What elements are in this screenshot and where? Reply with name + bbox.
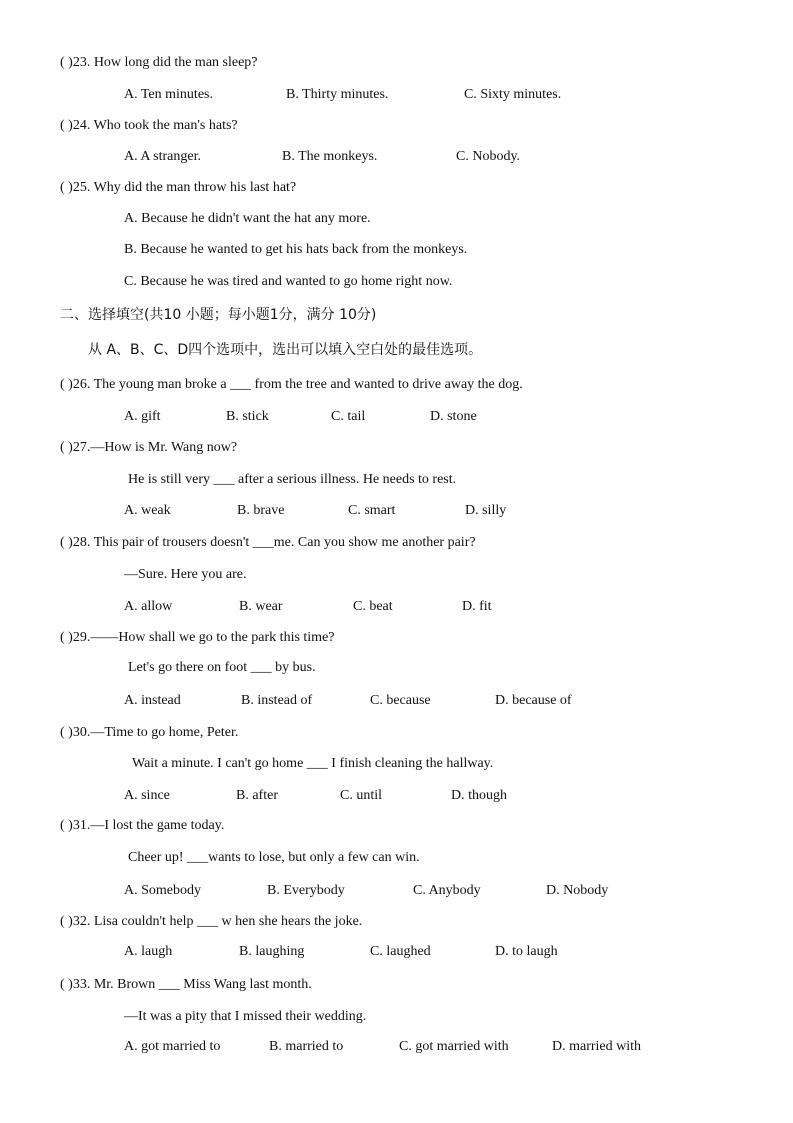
question-33-line2: —It was a pity that I missed their wedding. bbox=[124, 1009, 367, 1024]
option-b: B. The monkeys. bbox=[282, 149, 378, 164]
option-a: A. instead bbox=[124, 693, 181, 708]
option-a: A. allow bbox=[124, 599, 173, 614]
option-b: B. laughing bbox=[239, 944, 305, 959]
option-d: D. silly bbox=[465, 503, 507, 518]
option-b: B. after bbox=[236, 788, 278, 803]
option-d: D. to laugh bbox=[495, 944, 558, 959]
option-d: D. stone bbox=[430, 409, 477, 424]
option-c: C. Because he was tired and wanted to go home right now. bbox=[124, 274, 453, 289]
option-c: C. laughed bbox=[370, 944, 431, 959]
option-a: A. A stranger. bbox=[124, 149, 201, 164]
option-c: C. until bbox=[340, 788, 383, 803]
question-33: ( )33. Mr. Brown ___ Miss Wang last month. bbox=[60, 977, 312, 992]
question-27: ( )27.—How is Mr. Wang now? bbox=[60, 440, 238, 455]
option-b: B. stick bbox=[226, 409, 269, 424]
option-c: C. tail bbox=[331, 409, 366, 424]
option-a: A. Ten minutes. bbox=[124, 87, 213, 102]
option-a: A. laugh bbox=[124, 944, 173, 959]
question-32: ( )32. Lisa couldn't help ___ w hen she hears the joke. bbox=[60, 914, 363, 929]
option-b: B. married to bbox=[269, 1039, 344, 1054]
option-a: A. Somebody bbox=[124, 883, 201, 898]
option-a: A. since bbox=[124, 788, 170, 803]
option-c: C. beat bbox=[353, 599, 393, 614]
option-d: D. though bbox=[451, 788, 507, 803]
question-24: ( )24. Who took the man's hats? bbox=[60, 118, 238, 133]
option-b: B. Because he wanted to get his hats back from the monkeys. bbox=[124, 242, 468, 257]
option-c: C. smart bbox=[348, 503, 396, 518]
question-28-line2: —Sure. Here you are. bbox=[124, 567, 247, 582]
option-b: B. instead of bbox=[241, 693, 313, 708]
question-23: ( )23. How long did the man sleep? bbox=[60, 55, 258, 70]
option-b: B. brave bbox=[237, 503, 285, 518]
option-c: C. Sixty minutes. bbox=[464, 87, 562, 102]
question-26: ( )26. The young man broke a ___ from the tree and wanted to drive away the dog. bbox=[60, 377, 523, 392]
question-31: ( )31.—I lost the game today. bbox=[60, 818, 225, 833]
option-b: B. Thirty minutes. bbox=[286, 87, 389, 102]
question-28: ( )28. This pair of trousers doesn't ___me. Can you show me another pair? bbox=[60, 535, 476, 550]
section-instruction: 从 A、B、C、D四个选项中，选出可以填入空白处的最佳选项。 bbox=[88, 342, 483, 358]
question-27-line2: He is still very ___ after a serious illness. He needs to rest. bbox=[128, 472, 457, 487]
question-25: ( )25. Why did the man throw his last hat? bbox=[60, 180, 297, 195]
option-d: D. fit bbox=[462, 599, 492, 614]
question-30-line2: Wait a minute. I can't go home ___ I finish cleaning the hallway. bbox=[132, 756, 494, 771]
option-a: A. got married to bbox=[124, 1039, 221, 1054]
section-title: 二、选择填空(共10 小题；每小题1分，满分 10分) bbox=[60, 307, 377, 323]
question-31-line2: Cheer up! ___wants to lose, but only a few can win. bbox=[128, 850, 420, 865]
option-c: C. because bbox=[370, 693, 431, 708]
option-b: B. wear bbox=[239, 599, 283, 614]
question-29-line2: Let's go there on foot ___ by bus. bbox=[128, 660, 316, 675]
option-a: A. weak bbox=[124, 503, 171, 518]
question-29: ( )29.——How shall we go to the park this time? bbox=[60, 630, 335, 645]
option-c: C. Nobody. bbox=[456, 149, 521, 164]
option-b: B. Everybody bbox=[267, 883, 345, 898]
option-a: A. gift bbox=[124, 409, 161, 424]
option-c: C. Anybody bbox=[413, 883, 481, 898]
question-30: ( )30.—Time to go home, Peter. bbox=[60, 725, 239, 740]
option-d: D. because of bbox=[495, 693, 572, 708]
option-d: D. Nobody bbox=[546, 883, 609, 898]
option-a: A. Because he didn't want the hat any more. bbox=[124, 211, 371, 226]
option-d: D. married with bbox=[552, 1039, 642, 1054]
option-c: C. got married with bbox=[399, 1039, 509, 1054]
